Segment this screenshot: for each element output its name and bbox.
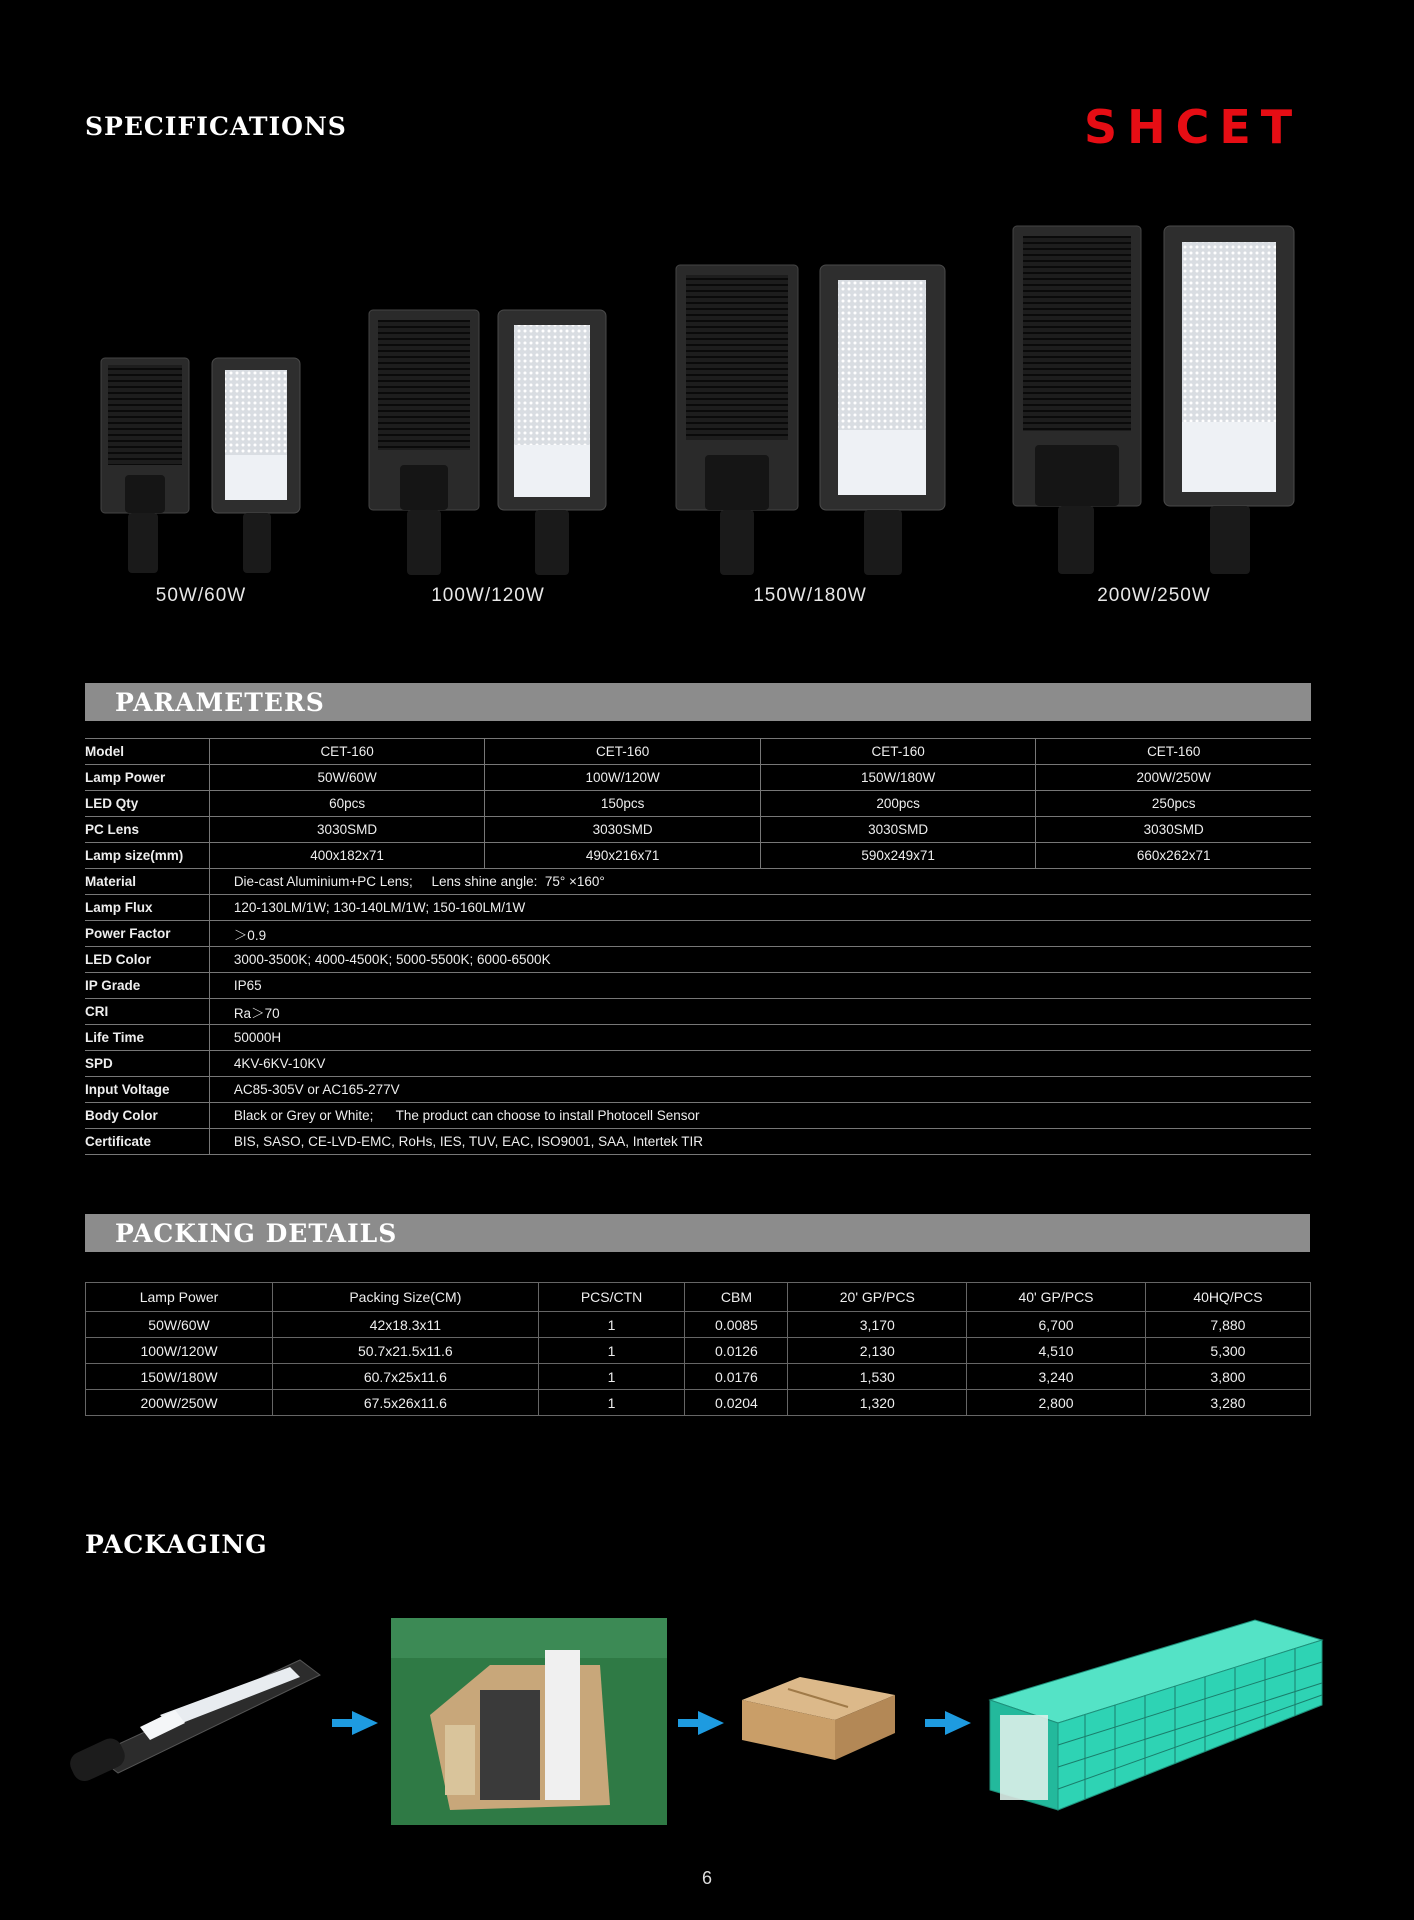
- caption-100w: 100W/120W: [431, 585, 545, 606]
- lamp-100w-front: [498, 310, 606, 575]
- param-label: Lamp Power: [85, 765, 209, 791]
- angled-lamp-image: [66, 1660, 320, 1785]
- table-cell: 0.0176: [685, 1364, 788, 1390]
- table-row: [86, 1390, 1311, 1416]
- lamp-200w-back: [1013, 226, 1141, 574]
- table-cell: 0.0126: [685, 1338, 788, 1364]
- table-row: [85, 1129, 1311, 1155]
- table-cell: 100W/120W: [86, 1338, 273, 1364]
- param-value: 250pcs: [1036, 791, 1311, 817]
- param-value: 100W/120W: [485, 765, 761, 791]
- lamp-150w-front: [820, 265, 945, 575]
- table-cell: 60.7x25x11.6: [273, 1364, 539, 1390]
- param-value: 3030SMD: [485, 817, 761, 843]
- param-value: 150pcs: [485, 791, 761, 817]
- param-value: 200W/250W: [1036, 765, 1311, 791]
- param-value: IP65: [209, 973, 1311, 999]
- table-cell: 1: [538, 1338, 685, 1364]
- table-cell: 67.5x26x11.6: [273, 1390, 539, 1416]
- param-value: 660x262x71: [1036, 843, 1311, 869]
- arrow-icon: [332, 1711, 378, 1735]
- packaging-illustrations: [0, 1605, 1414, 1830]
- param-label: PC Lens: [85, 817, 209, 843]
- column-header: CBM: [685, 1283, 788, 1312]
- table-cell: 7,880: [1145, 1312, 1310, 1338]
- param-value: 400x182x71: [209, 843, 485, 869]
- param-label: IP Grade: [85, 973, 209, 999]
- table-cell: 3,240: [967, 1364, 1146, 1390]
- param-value: 60pcs: [209, 791, 485, 817]
- param-value: Ra＞70: [209, 999, 1311, 1025]
- caption-200w: 200W/250W: [1097, 585, 1211, 606]
- table-row: [86, 1312, 1311, 1338]
- param-label: Lamp Flux: [85, 895, 209, 921]
- param-label: Model: [85, 739, 209, 765]
- param-value: 50000H: [209, 1025, 1311, 1051]
- table-row: [85, 895, 1311, 921]
- table-cell: 0.0085: [685, 1312, 788, 1338]
- table-cell: 2,800: [967, 1390, 1146, 1416]
- page-title: SPECIFICATIONS: [85, 112, 347, 141]
- param-value: CET-160: [1036, 739, 1311, 765]
- column-header: 20' GP/PCS: [788, 1283, 967, 1312]
- table-row: [86, 1338, 1311, 1364]
- param-label: Power Factor: [85, 921, 209, 947]
- table-row: [85, 1051, 1311, 1077]
- table-row: [85, 791, 1311, 817]
- table-row: [85, 947, 1311, 973]
- param-value: 4KV-6KV-10KV: [209, 1051, 1311, 1077]
- arrow-icon: [678, 1711, 724, 1735]
- column-header: PCS/CTN: [538, 1283, 685, 1312]
- param-value: 3030SMD: [1036, 817, 1311, 843]
- column-header: 40' GP/PCS: [967, 1283, 1146, 1312]
- param-value: 150W/180W: [760, 765, 1036, 791]
- param-label: SPD: [85, 1051, 209, 1077]
- carton-box-image: [742, 1677, 895, 1760]
- packing-table: [85, 1282, 1311, 1416]
- param-label: Input Voltage: [85, 1077, 209, 1103]
- table-cell: 1: [538, 1390, 685, 1416]
- param-value: CET-160: [760, 739, 1036, 765]
- caption-150w: 150W/180W: [753, 585, 867, 606]
- param-label: Body Color: [85, 1103, 209, 1129]
- param-value: 3030SMD: [209, 817, 485, 843]
- param-value: 3000-3500K; 4000-4500K; 5000-5500K; 6000-6500K: [209, 947, 1311, 973]
- column-header: 40HQ/PCS: [1145, 1283, 1310, 1312]
- product-images: [0, 220, 1414, 600]
- table-cell: 5,300: [1145, 1338, 1310, 1364]
- packing-header-bar: [85, 1214, 1310, 1252]
- table-header-row: [86, 1283, 1311, 1312]
- product-gallery: [0, 220, 1414, 600]
- packaging-heading: PACKAGING: [85, 1530, 268, 1559]
- param-value: Black or Grey or White; The product can choose to install Photocell Sensor: [209, 1103, 1311, 1129]
- table-cell: 1: [538, 1312, 685, 1338]
- table-row: [85, 739, 1311, 765]
- param-label: Life Time: [85, 1025, 209, 1051]
- opened-box-photo: [391, 1618, 667, 1825]
- brand-logo: SHCET: [1084, 100, 1303, 154]
- param-label: Certificate: [85, 1129, 209, 1155]
- param-value: Die-cast Aluminium+PC Lens; Lens shine angle: 75° ×160°: [209, 869, 1311, 895]
- lamp-50w-front: [212, 358, 300, 573]
- packing-heading: PACKING DETAILS: [115, 1219, 398, 1248]
- param-label: LED Color: [85, 947, 209, 973]
- caption-50w: 50W/60W: [155, 585, 247, 606]
- lamp-100w-back: [369, 310, 479, 575]
- table-row: [85, 1025, 1311, 1051]
- table-row: [85, 817, 1311, 843]
- table-row: [85, 999, 1311, 1025]
- parameters-table: [85, 738, 1311, 1155]
- param-value: BIS, SASO, CE-LVD-EMC, RoHs, IES, TUV, EAC, ISO9001, SAA, Intertek TIR: [209, 1129, 1311, 1155]
- column-header: Packing Size(CM): [273, 1283, 539, 1312]
- table-cell: 2,130: [788, 1338, 967, 1364]
- table-row: [85, 921, 1311, 947]
- param-value: CET-160: [209, 739, 485, 765]
- table-row: [85, 869, 1311, 895]
- parameters-heading: PARAMETERS: [115, 688, 325, 717]
- table-cell: 1,530: [788, 1364, 967, 1390]
- table-cell: 50W/60W: [86, 1312, 273, 1338]
- lamp-150w-back: [676, 265, 798, 575]
- param-label: LED Qty: [85, 791, 209, 817]
- table-cell: 3,170: [788, 1312, 967, 1338]
- param-label: Lamp size(mm): [85, 843, 209, 869]
- table-cell: 1,320: [788, 1390, 967, 1416]
- table-row: [85, 1103, 1311, 1129]
- param-value: AC85-305V or AC165-277V: [209, 1077, 1311, 1103]
- table-cell: 150W/180W: [86, 1364, 273, 1390]
- table-cell: 4,510: [967, 1338, 1146, 1364]
- table-cell: 0.0204: [685, 1390, 788, 1416]
- param-value: 120-130LM/1W; 130-140LM/1W; 150-160LM/1W: [209, 895, 1311, 921]
- param-value: 490x216x71: [485, 843, 761, 869]
- container-load-image: [990, 1620, 1322, 1810]
- table-row: [85, 1077, 1311, 1103]
- param-value: 3030SMD: [760, 817, 1036, 843]
- table-cell: 6,700: [967, 1312, 1146, 1338]
- table-cell: 3,280: [1145, 1390, 1310, 1416]
- table-row: [86, 1364, 1311, 1390]
- arrow-icon: [925, 1711, 971, 1735]
- packaging-flow: [0, 1605, 1414, 1830]
- parameters-header-bar: [85, 683, 1311, 721]
- table-cell: 50.7x21.5x11.6: [273, 1338, 539, 1364]
- lamp-50w-back: [101, 358, 189, 573]
- table-row: [85, 973, 1311, 999]
- table-cell: 200W/250W: [86, 1390, 273, 1416]
- table-cell: 42x18.3x11: [273, 1312, 539, 1338]
- lamp-200w-front: [1164, 226, 1294, 574]
- table-cell: 1: [538, 1364, 685, 1390]
- param-value: ＞0.9: [209, 921, 1311, 947]
- param-value: 590x249x71: [760, 843, 1036, 869]
- column-header: Lamp Power: [86, 1283, 273, 1312]
- param-label: Material: [85, 869, 209, 895]
- param-value: 50W/60W: [209, 765, 485, 791]
- param-value: CET-160: [485, 739, 761, 765]
- table-row: [85, 843, 1311, 869]
- param-value: 200pcs: [760, 791, 1036, 817]
- table-row: [85, 765, 1311, 791]
- page-number: 6: [701, 1868, 712, 1888]
- param-label: CRI: [85, 999, 209, 1025]
- table-cell: 3,800: [1145, 1364, 1310, 1390]
